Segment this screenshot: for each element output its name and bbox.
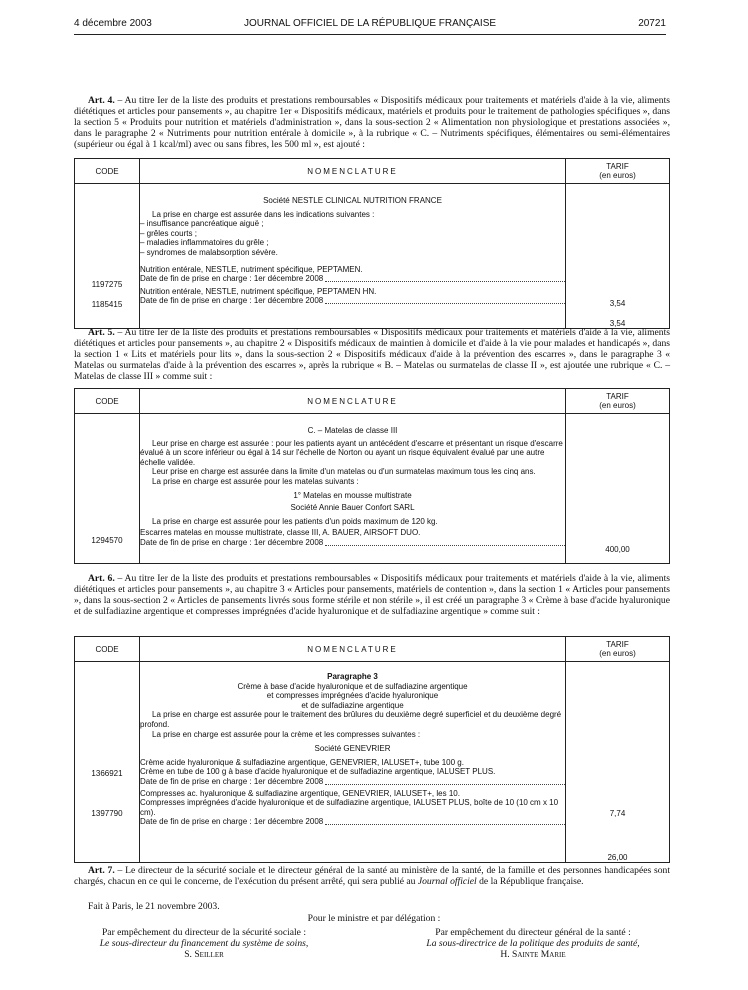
section-subtitle: Crème à base d'acide hyaluronique et de sulfadiazine argentique — [237, 681, 468, 691]
product-code: 1294570 — [91, 536, 123, 545]
coverage-text: Leur prise en charge est assurée : pour les patients ayant un antécédent d'escarre et présentant un risque d'escarre évalué à un score inférieur ou égal à 14 sur l'échelle de Norton ou ayant un risque équivalent évalué par une autre échelle validée. — [140, 438, 563, 467]
coverage-text: La prise en charge est assurée pour les matelas suivants : — [152, 476, 359, 486]
article-5 — [74, 327, 670, 382]
col-nomenclature: NOMENCLATURE — [140, 159, 566, 184]
coverage-text: La prise en charge est assurée pour les patients d'un poids maximum de 120 kg. — [152, 516, 438, 526]
section-heading: Paragraphe 3 — [327, 672, 378, 681]
article-5-text: – Au titre Ier de la liste des produits et prestations remboursables « Dispositifs médicaux pour traitements et matériels d'aide à la vie, aliments diététiques et articles pour pansements », au chapitre 2 « Dispositifs médicaux de maintien à domicile et d'aide à la vie pour malades et handicapés », dans la section 1 « Lits et matériels pour lits », dans la sous-section 2 « Dispositifs médicaux d'aide à la prévention des escarres », dans le paragraphe 3 « Matelas ou surmatelas d'aide à la prévention des escarres », après la rubrique « B. – Matelas ou surmatelas de classe II », est ajoutée une rubrique « C. – Matelas de classe III » comme suit : — [74, 327, 671, 382]
sub-heading: 1° Matelas en mousse multistrate — [293, 490, 412, 500]
product-description: Compresses imprégnées d'acide hyaluronique et de sulfadiazine argentique, IALUSET PLUS, boîte de 10 (10 cm x 10 cm). — [140, 798, 559, 817]
signature-right-line1: Par empêchement du directeur général de la santé : — [435, 927, 631, 938]
article-4-label: Art. 4. — [88, 95, 115, 106]
page-header — [74, 18, 666, 32]
indication-item: – syndromes de malabsorption sévère. — [140, 247, 278, 257]
end-date-line: Date de fin de prise en charge : 1er décembre 2008 — [140, 274, 565, 284]
tarif-value: 3,54 — [609, 299, 626, 308]
coverage-text: La prise en charge est assurée pour la crème et les compresses suivantes : — [152, 729, 421, 739]
coverage-text: Leur prise en charge est assurée dans la limite d'un matelas ou d'un surmatelas maximum tous les cinq ans. — [152, 467, 536, 477]
signature-right — [396, 927, 670, 960]
signature-left-line1: Par empêchement du directeur de la sécurité sociale : — [101, 927, 307, 938]
journal-name: Journal officiel — [417, 876, 477, 887]
company-name: Société Annie Bauer Confort SARL — [290, 503, 415, 513]
section-subtitle: et compresses imprégnées d'acide hyaluronique — [266, 691, 439, 701]
indication-item: – grêles courts ; — [140, 228, 197, 238]
article-4 — [74, 95, 670, 150]
signature-left-name: S. Seiller — [184, 949, 224, 960]
nomenclature-table-2 — [74, 388, 670, 564]
header-rule — [74, 34, 666, 35]
header-page-number: 20721 — [638, 18, 666, 29]
fait-a-paris: Fait à Paris, le 21 novembre 2003. — [88, 901, 220, 912]
tarif-value: 26,00 — [607, 852, 628, 862]
header-title: JOURNAL OFFICIEL DE LA RÉPUBLIQUE FRANÇAISE — [243, 18, 497, 29]
end-date-line: Date de fin de prise en charge : 1er décembre 2008 — [140, 817, 565, 827]
tarif-cell — [566, 414, 670, 564]
company-name: Société GENEVRIER — [314, 744, 391, 754]
article-7-text-end: de la République française. — [476, 876, 584, 887]
nomenclature-table-3 — [74, 636, 670, 863]
article-6 — [74, 573, 670, 617]
tarif-value: 3,54 — [609, 318, 626, 328]
delegation-line: Pour le ministre et par délégation : — [307, 913, 441, 924]
product-code: 1197275 — [91, 280, 123, 289]
section-subtitle: et de sulfadiazine argentique — [301, 700, 404, 710]
product-code: 1185415 — [91, 299, 123, 309]
company-name: Société NESTLE CLINICAL NUTRITION FRANCE — [263, 196, 442, 205]
article-7 — [74, 865, 670, 887]
product-description: Nutrition entérale, NESTLE, nutriment spécifique, PEPTAMEN. — [140, 264, 363, 274]
code-cell — [75, 184, 140, 329]
signature-right-title: La sous-directrice de la politique des produits de santé, — [426, 938, 640, 949]
end-date-line: Date de fin de prise en charge : 1er décembre 2008 — [140, 538, 565, 548]
signature-left — [74, 927, 334, 960]
tarif-value: 400,00 — [605, 545, 630, 554]
col-code: CODE — [75, 637, 140, 662]
product-code: 1366921 — [91, 769, 123, 778]
article-7-text: – Le directeur de la sécurité sociale et le directeur général de la santé au ministère de la santé, de la famille et des personnes handicapées sont chargés, chacun en ce qui le concerne, de l'exécution du présent arrêté, qui sera publié au — [74, 865, 671, 887]
article-6-label: Art. 6. — [88, 573, 115, 584]
end-date-line: Date de fin de prise en charge : 1er décembre 2008 — [140, 296, 565, 306]
article-5-label: Art. 5. — [88, 327, 115, 338]
product-code: 1397790 — [91, 808, 123, 818]
col-tarif: TARIF (en euros) — [566, 389, 670, 414]
product-description: Crème en tube de 100 g à base d'acide hyaluronique et de sulfadiazine argentique, IALUSET PLUS. — [140, 767, 496, 777]
product-description: Nutrition entérale, NESTLE, nutriment spécifique, PEPTAMEN HN. — [140, 286, 377, 296]
nomenclature-cell — [140, 184, 566, 329]
tarif-cell — [566, 184, 670, 329]
indication-intro: La prise en charge est assurée dans les indications suivantes : — [152, 209, 375, 219]
nomenclature-cell — [140, 414, 566, 564]
col-code: CODE — [75, 159, 140, 184]
section-heading: C. – Matelas de classe III — [307, 426, 398, 435]
product-description: Crème acide hyaluronique & sulfadiazine argentique, GENEVRIER, IALUSET+, tube 100 g. — [140, 757, 464, 767]
col-tarif: TARIF (en euros) — [566, 637, 670, 662]
indication-item: – insuffisance pancréatique aiguë ; — [140, 219, 264, 229]
code-cell — [75, 414, 140, 564]
article-7-label: Art. 7. — [88, 865, 115, 876]
nomenclature-cell — [140, 662, 566, 863]
nomenclature-table-1 — [74, 158, 670, 329]
signature-left-title: Le sous-directeur du financement du système de soins, — [99, 938, 309, 949]
indication-item: – maladies inflammatoires du grêle ; — [140, 238, 269, 248]
product-description: Compresses ac. hyaluronique & sulfadiazine argentique, GENEVRIER, IALUSET+, les 10. — [140, 788, 460, 798]
coverage-text: La prise en charge est assurée pour le traitement des brûlures du deuxième degré superficiel et du deuxième degré profond. — [140, 710, 562, 729]
article-4-text: – Au titre Ier de la liste des produits et prestations remboursables « Dispositifs médicaux pour traitements et matériels d'aide à la vie, aliments diététiques et articles pour pansements », au chapitre 1er « Dispositifs médicaux, matériels et produits pour le traitement de pathologies spécifiques », dans la section 5 « Produits pour nutrition et matériels d'administration », dans la sous-section 2 « Alimentation non physiologique et prestations associées », dans le paragraphe 2 « Nutriments pour nutrition entérale à domicile », à la rubrique « C. – Nutriments spécifiques, élémentaires ou semi-élémentaires (supérieur ou égal à 1 kcal/ml) avec ou sans fibres, les 500 ml », est ajouté : — [74, 95, 671, 150]
col-tarif: TARIF (en euros) — [566, 159, 670, 184]
tarif-value: 7,74 — [609, 809, 626, 818]
article-6-text: – Au titre Ier de la liste des produits et prestations remboursables « Dispositifs médicaux pour traitements et matériels d'aide à la vie, aliments diététiques et articles pour pansements », au chapitre 3 « Articles pour pansements, matériels de contention », dans la section 1 « Articles pour pansements », dans la sous-section 2 « Articles de pansements livrés sous forme stérile et non stérile », il est créé un paragraphe 3 « Crème à base d'acide hyaluronique et de sulfadiazine argentique et compresses imprégnées d'acide hyaluronique et de sulfadiazine argentique » comme suit : — [74, 573, 671, 617]
col-code: CODE — [75, 389, 140, 414]
code-cell — [75, 662, 140, 863]
col-nomenclature: NOMENCLATURE — [140, 637, 566, 662]
col-nomenclature: NOMENCLATURE — [140, 389, 566, 414]
end-date-line: Date de fin de prise en charge : 1er décembre 2008 — [140, 777, 565, 787]
signature-right-name: H. Sainte Marie — [500, 949, 566, 960]
tarif-cell — [566, 662, 670, 863]
header-date: 4 décembre 2003 — [74, 18, 152, 29]
product-description: Escarres matelas en mousse multistrate, classe III, A. BAUER, AIRSOFT DUO. — [140, 528, 421, 538]
